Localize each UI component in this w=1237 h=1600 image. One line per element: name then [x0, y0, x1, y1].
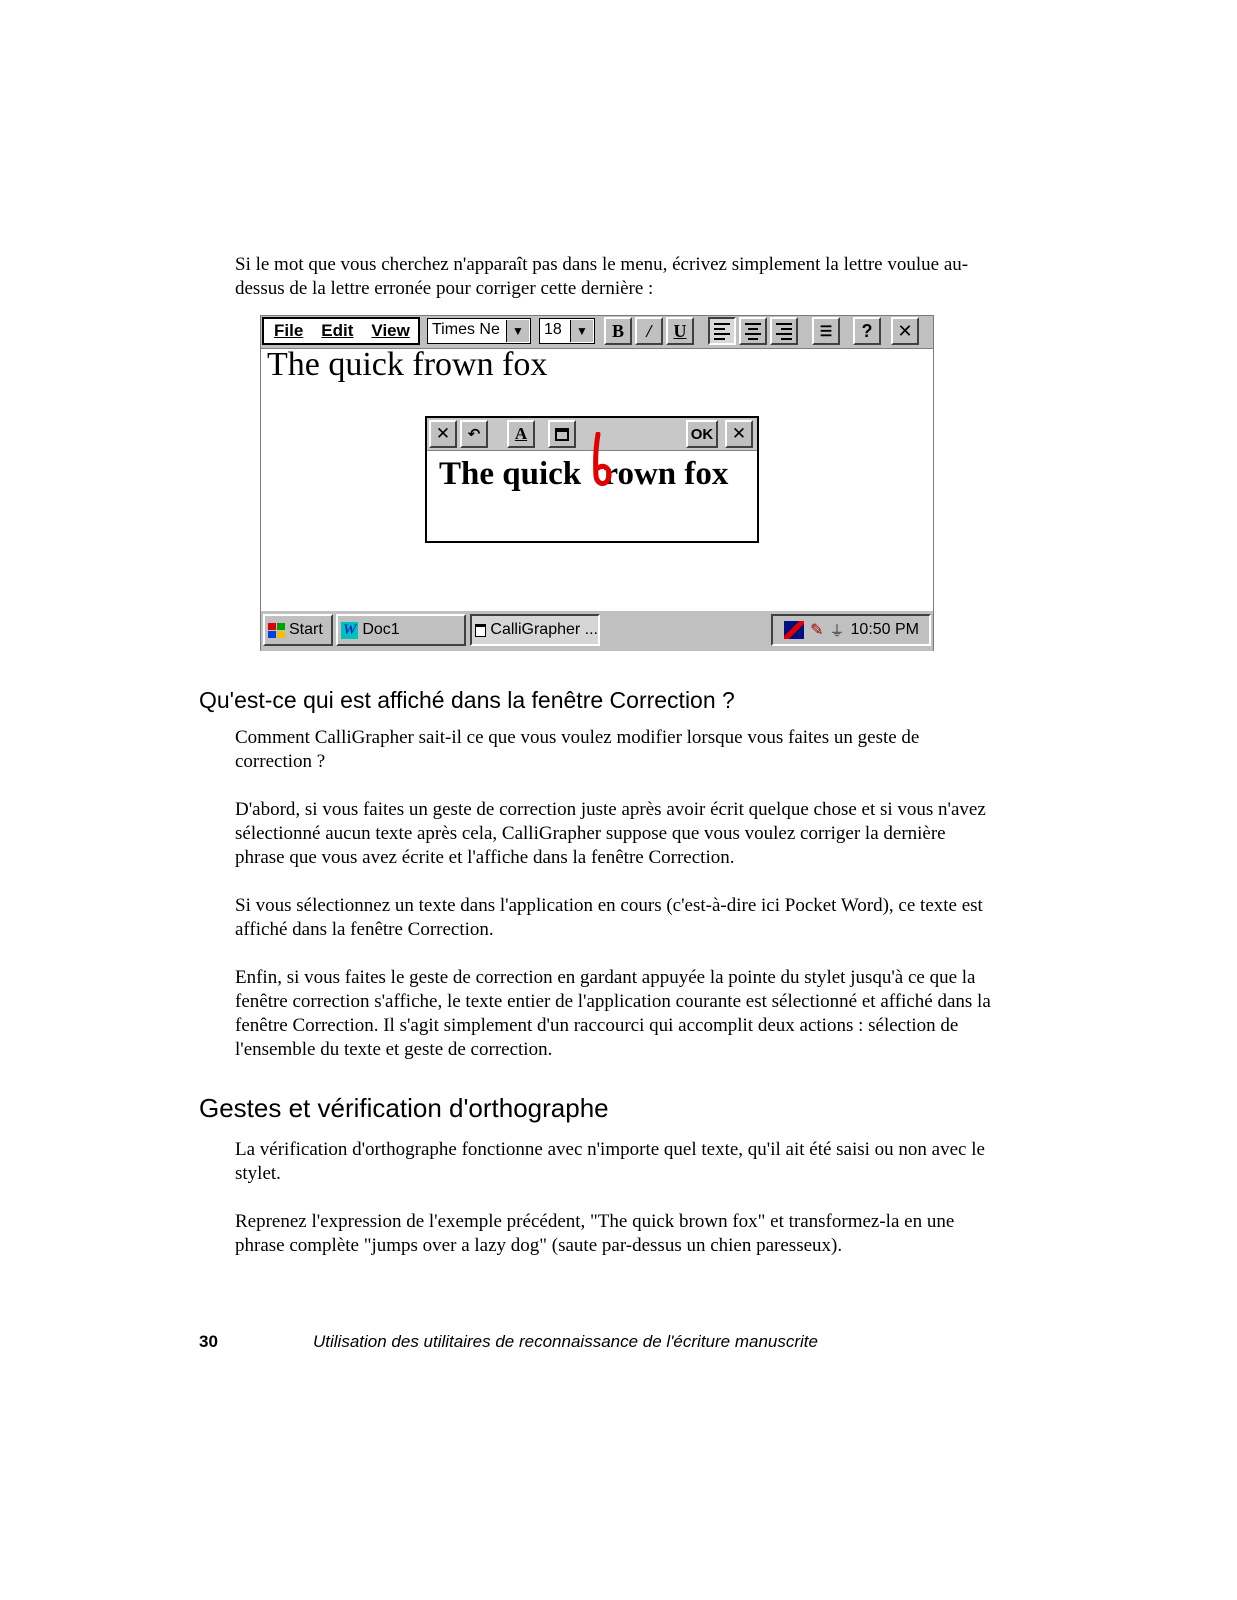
section-heading-spelling: Gestes et vérification d'orthographe	[199, 1093, 609, 1123]
bullet-list-button[interactable]	[812, 317, 840, 345]
cancel-button[interactable]	[725, 420, 753, 448]
close-icon: ✕	[731, 424, 747, 443]
paragraph: D'abord, si vous faites un geste de correction juste après avoir écrit quelque chose et si vous n'avez sélectionné aucun texte après cela, CalliGrapher suppose que vous voulez corriger la dernière phrase que vous avez écrite et l'affiche dans la fenêtre Correction.	[235, 799, 986, 868]
start-label: Start	[289, 621, 323, 638]
paragraph: Enfin, si vous faites le geste de correction en gardant appuyée la pointe du stylet jusqu'à ce que la fenêtre correction s'affiche, le texte entier de l'application courante est sélectionné et affiché dans la fenêtre Correction. Il s'agit simplement d'un raccourci qui accomplit deux actions : sélection de l'ensemble du texte et geste de correction.	[235, 967, 991, 1060]
ok-button[interactable]: OK	[686, 420, 718, 448]
paragraph: Si vous sélectionnez un texte dans l'application en cours (c'est-à-dire ici Pocket Word), ce texte est affiché dans la fenêtre Correction.	[235, 895, 983, 940]
window-mode-button[interactable]	[548, 420, 576, 448]
handwritten-b-stroke	[592, 432, 614, 490]
align-left-button[interactable]	[708, 317, 736, 345]
paragraph: Reprenez l'expression de l'exemple précédent, "The quick brown fox" et transformez-la en une phrase complète "jumps over a lazy dog" (saute par-dessus un chien paresseux).	[235, 1211, 955, 1256]
delete-button[interactable]	[429, 420, 457, 448]
page-number: 30	[199, 1332, 218, 1351]
start-button[interactable]	[263, 614, 333, 646]
section-heading-correction: Qu'est-ce qui est affiché dans la fenêtre Correction ?	[199, 687, 735, 713]
pen-icon[interactable]: ✎	[810, 622, 824, 639]
correction-text-before: The quick	[439, 456, 590, 492]
menu-edit[interactable]: Edit	[321, 321, 354, 340]
keyboard-mode-button[interactable]	[507, 420, 535, 448]
paragraph: Comment CalliGrapher sait-il ce que vous voulez modifier lorsque vous faites un geste de correction ?	[235, 727, 920, 772]
intro-paragraph: Si le mot que vous cherchez n'apparaît pas dans le menu, écrivez simplement la lettre voulue au-dessus de la lettre erronée pour corriger cette dernière :	[235, 254, 969, 299]
windows-logo-icon	[268, 623, 285, 638]
power-plug-icon[interactable]: ⏚	[829, 622, 845, 640]
bold-button[interactable]: B	[604, 317, 632, 345]
menu-bar	[262, 317, 420, 345]
app-window-icon	[475, 624, 486, 637]
chevron-down-icon[interactable]: ▼	[506, 320, 529, 342]
align-center-icon	[745, 323, 761, 340]
taskbar-calligrapher[interactable]	[470, 614, 600, 646]
word-icon: W	[343, 621, 357, 638]
correction-text-after: rown fox	[603, 456, 729, 492]
correction-text[interactable]	[439, 456, 728, 493]
undo-button[interactable]	[460, 420, 488, 448]
undo-icon: ↶	[467, 426, 481, 443]
screenshot-figure	[260, 315, 934, 651]
toolbar	[261, 316, 933, 349]
align-right-button[interactable]	[770, 317, 798, 345]
flag-icon[interactable]	[784, 621, 804, 639]
chevron-down-icon[interactable]: ▼	[570, 320, 593, 342]
italic-button[interactable]: /	[635, 317, 663, 345]
bullet-list-icon: ☰	[819, 322, 833, 339]
align-left-icon	[714, 323, 730, 340]
window-icon	[555, 428, 569, 441]
underline-button[interactable]: U	[666, 317, 694, 345]
correction-window	[425, 416, 759, 543]
font-size-select[interactable]	[539, 318, 595, 344]
font-name-select[interactable]	[427, 318, 531, 344]
letter-a-icon: A	[514, 424, 528, 443]
align-right-icon	[776, 323, 792, 340]
align-center-button[interactable]	[739, 317, 767, 345]
menu-file[interactable]: File	[274, 321, 304, 340]
calligrapher-label: CalliGrapher ...	[490, 621, 598, 638]
clock: 10:50 PM	[850, 621, 919, 638]
close-icon: ✕	[435, 424, 451, 443]
taskbar	[261, 610, 933, 651]
help-button[interactable]: ?	[853, 317, 881, 345]
doc1-label: Doc1	[362, 621, 400, 638]
taskbar-doc1[interactable]	[336, 614, 466, 646]
font-name-value: Times Ne	[432, 321, 500, 338]
font-size-value: 18	[544, 321, 562, 338]
menu-view[interactable]: View	[371, 321, 410, 340]
close-icon: ✕	[897, 320, 913, 341]
close-button[interactable]	[891, 317, 919, 345]
running-title: Utilisation des utilitaires de reconnaissance de l'écriture manuscrite	[313, 1332, 818, 1351]
system-tray	[771, 614, 931, 646]
document-text[interactable]: The quick frown fox	[267, 346, 548, 383]
paragraph: La vérification d'orthographe fonctionne avec n'importe quel texte, qu'il ait été saisi ou non avec le stylet.	[235, 1139, 985, 1184]
